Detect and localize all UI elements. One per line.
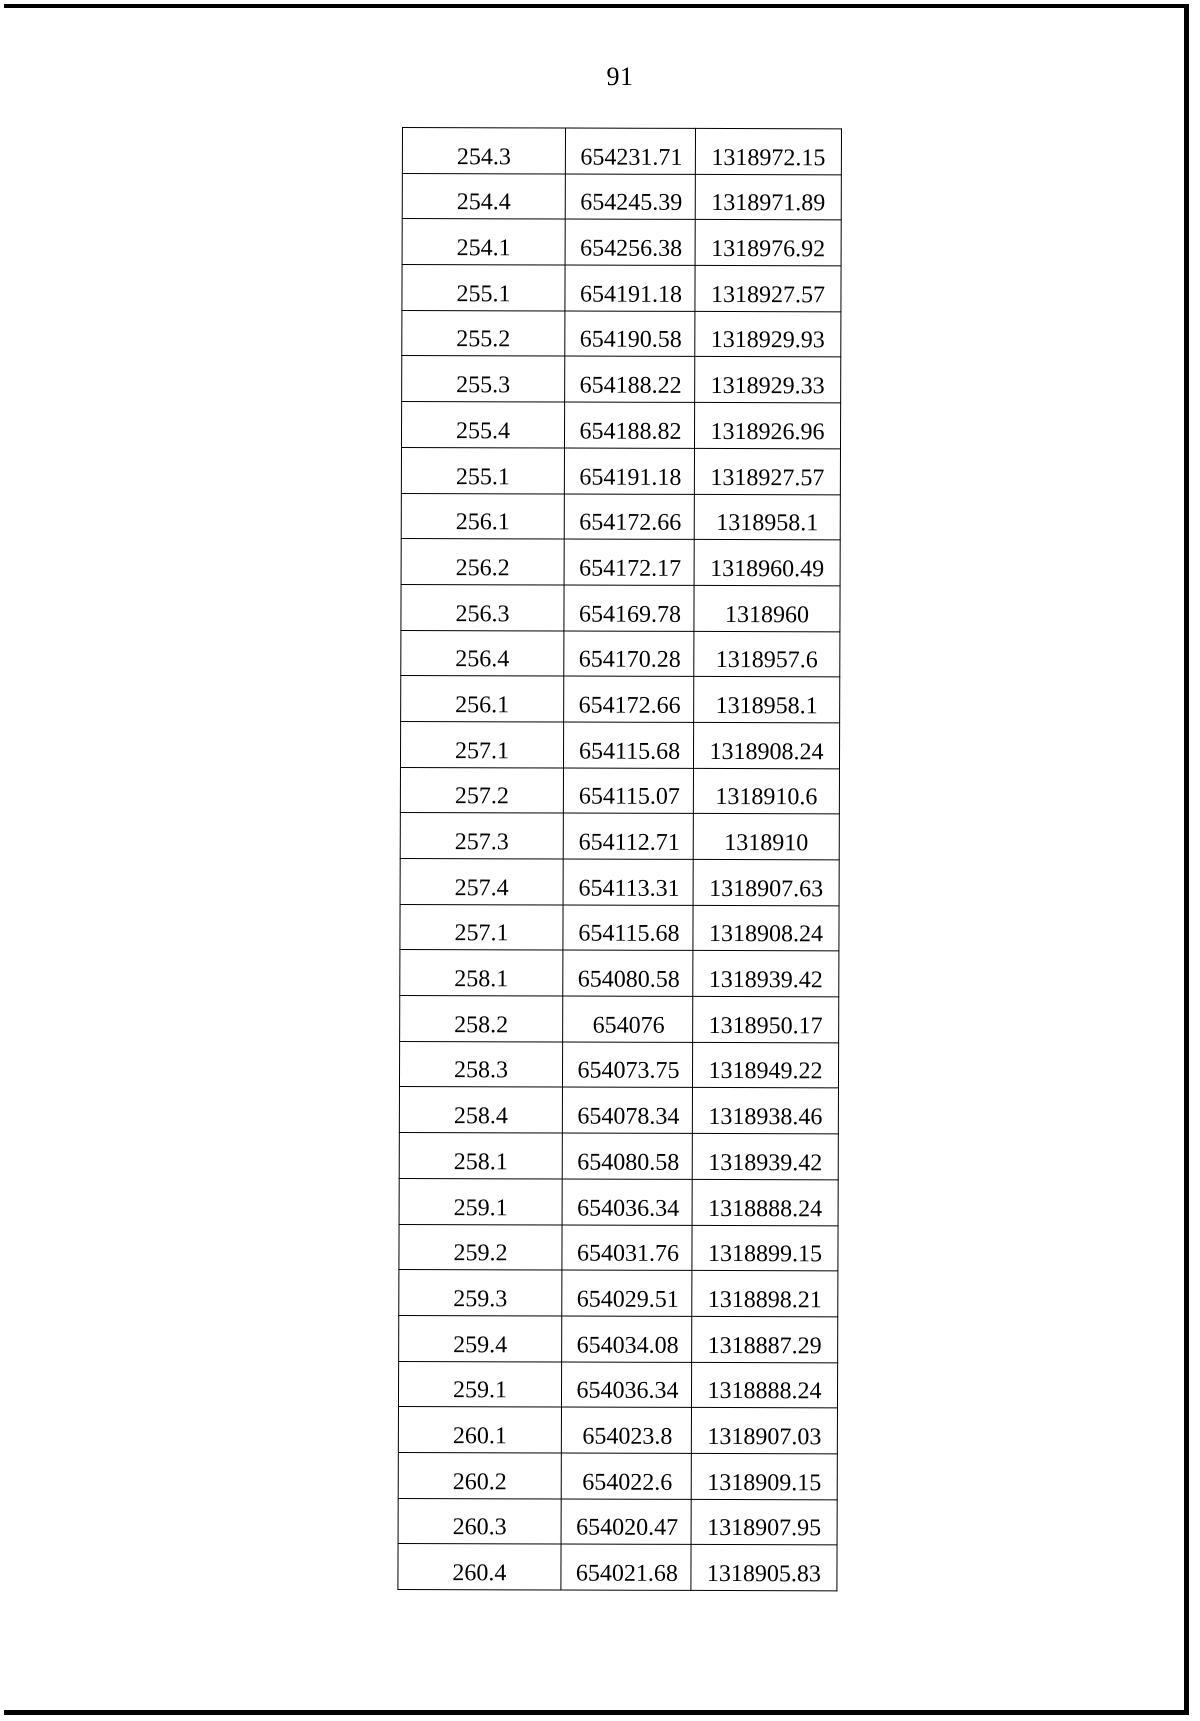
y-coordinate-cell: 1318907.63 — [693, 859, 839, 905]
x-coordinate-cell: 654256.38 — [565, 219, 695, 265]
y-coordinate-cell: 1318887.29 — [692, 1316, 838, 1362]
point-id-cell: 258.1 — [400, 950, 563, 996]
x-coordinate-cell: 654021.68 — [561, 1544, 691, 1590]
y-coordinate-cell: 1318960.49 — [694, 540, 840, 586]
point-id-cell: 257.1 — [400, 721, 563, 767]
y-coordinate-cell: 1318950.17 — [693, 996, 839, 1042]
table-row — [398, 1544, 837, 1591]
point-id-cell: 255.3 — [402, 356, 565, 402]
x-coordinate-cell: 654034.08 — [562, 1316, 692, 1362]
table-row — [400, 858, 839, 905]
table-row — [402, 219, 841, 266]
y-coordinate-cell: 1318960 — [694, 585, 840, 631]
y-coordinate-cell: 1318908.24 — [693, 905, 839, 951]
table-row — [400, 767, 839, 814]
y-coordinate-cell: 1318907.03 — [691, 1408, 837, 1454]
y-coordinate-cell: 1318971.89 — [695, 174, 841, 220]
table-row — [400, 813, 839, 860]
y-coordinate-cell: 1318929.33 — [695, 357, 841, 403]
point-id-cell: 258.3 — [399, 1041, 562, 1087]
x-coordinate-cell: 654245.39 — [565, 174, 695, 220]
y-coordinate-cell: 1318957.6 — [694, 631, 840, 677]
table-row — [399, 1315, 838, 1362]
table-row — [402, 265, 841, 312]
point-id-cell: 258.4 — [399, 1087, 562, 1133]
point-id-cell: 255.1 — [402, 265, 565, 311]
point-id-cell: 257.4 — [400, 858, 563, 904]
table-row — [399, 1041, 838, 1088]
x-coordinate-cell: 654029.51 — [562, 1270, 692, 1316]
y-coordinate-cell: 1318976.92 — [695, 220, 841, 266]
x-coordinate-cell: 654036.34 — [562, 1179, 692, 1225]
x-coordinate-cell: 654112.71 — [563, 813, 693, 859]
point-id-cell: 254.4 — [402, 173, 565, 219]
point-id-cell: 256.2 — [401, 539, 564, 585]
x-coordinate-cell: 654080.58 — [562, 1133, 692, 1179]
y-coordinate-cell: 1318888.24 — [691, 1362, 837, 1408]
y-coordinate-cell: 1318939.42 — [692, 1134, 838, 1180]
table-row — [398, 1407, 837, 1454]
x-coordinate-cell: 654115.68 — [563, 722, 693, 768]
x-coordinate-cell: 654188.22 — [565, 356, 695, 402]
table-row — [401, 447, 840, 494]
point-id-cell: 260.1 — [398, 1407, 561, 1453]
point-id-cell: 255.2 — [402, 310, 565, 356]
y-coordinate-cell: 1318909.15 — [691, 1453, 837, 1499]
x-coordinate-cell: 654172.17 — [564, 539, 694, 585]
point-id-cell: 259.1 — [398, 1361, 561, 1407]
point-id-cell: 258.2 — [400, 996, 563, 1042]
x-coordinate-cell: 654172.66 — [564, 676, 694, 722]
x-coordinate-cell: 654031.76 — [562, 1225, 692, 1271]
point-id-cell: 255.4 — [401, 402, 564, 448]
point-id-cell: 259.3 — [399, 1270, 562, 1316]
table-row — [402, 128, 841, 175]
y-coordinate-cell: 1318929.93 — [695, 311, 841, 357]
y-coordinate-cell: 1318908.24 — [693, 722, 839, 768]
y-coordinate-cell: 1318927.57 — [695, 265, 841, 311]
x-coordinate-cell: 654020.47 — [561, 1499, 691, 1545]
point-id-cell: 256.4 — [401, 630, 564, 676]
table-row — [400, 996, 839, 1043]
y-coordinate-cell: 1318910 — [693, 814, 839, 860]
point-id-cell: 258.1 — [399, 1133, 562, 1179]
table-row — [402, 356, 841, 403]
y-coordinate-cell: 1318972.15 — [695, 128, 841, 174]
table-row — [399, 1224, 838, 1271]
table-row — [399, 1133, 838, 1180]
page-number: 91 — [606, 62, 634, 91]
table-row — [401, 676, 840, 723]
table-row — [400, 721, 839, 768]
x-coordinate-cell: 654191.18 — [564, 448, 694, 494]
x-coordinate-cell: 654188.82 — [564, 402, 694, 448]
x-coordinate-cell: 654170.28 — [564, 631, 694, 677]
point-id-cell: 260.2 — [398, 1452, 561, 1498]
table-row — [398, 1452, 837, 1499]
table-row — [402, 173, 841, 220]
point-id-cell: 259.1 — [399, 1178, 562, 1224]
table-row — [402, 310, 841, 357]
y-coordinate-cell: 1318938.46 — [692, 1088, 838, 1134]
point-id-cell: 256.3 — [401, 584, 564, 630]
point-id-cell: 259.2 — [399, 1224, 562, 1270]
x-coordinate-cell: 654190.58 — [565, 311, 695, 357]
y-coordinate-cell: 1318910.6 — [693, 768, 839, 814]
point-id-cell: 254.3 — [402, 128, 565, 174]
y-coordinate-cell: 1318898.21 — [692, 1271, 838, 1317]
point-id-cell: 260.4 — [398, 1544, 561, 1590]
point-id-cell: 259.4 — [399, 1315, 562, 1361]
y-coordinate-cell: 1318958.1 — [694, 677, 840, 723]
table-row — [398, 1361, 837, 1408]
x-coordinate-cell: 654022.6 — [561, 1453, 691, 1499]
point-id-cell: 254.1 — [402, 219, 565, 265]
x-coordinate-cell: 654080.58 — [563, 950, 693, 996]
coordinates-table-body — [398, 128, 842, 1591]
x-coordinate-cell: 654191.18 — [565, 265, 695, 311]
x-coordinate-cell: 654036.34 — [561, 1362, 691, 1408]
table-row — [401, 402, 840, 449]
table-row — [400, 904, 839, 951]
x-coordinate-cell: 654115.07 — [563, 768, 693, 814]
point-id-cell: 257.2 — [400, 767, 563, 813]
y-coordinate-cell: 1318927.57 — [694, 448, 840, 494]
point-id-cell: 255.1 — [401, 447, 564, 493]
point-id-cell: 257.3 — [400, 813, 563, 859]
table-row — [399, 1270, 838, 1317]
y-coordinate-cell: 1318905.83 — [691, 1545, 837, 1591]
y-coordinate-cell: 1318907.95 — [691, 1499, 837, 1545]
table-row — [401, 493, 840, 540]
point-id-cell: 260.3 — [398, 1498, 561, 1544]
x-coordinate-cell: 654078.34 — [562, 1087, 692, 1133]
table-row — [398, 1498, 837, 1545]
table-row — [401, 584, 840, 631]
x-coordinate-cell: 654076 — [563, 996, 693, 1042]
table-row — [401, 539, 840, 586]
y-coordinate-cell: 1318949.22 — [692, 1042, 838, 1088]
x-coordinate-cell: 654115.68 — [563, 905, 693, 951]
x-coordinate-cell: 654172.66 — [564, 494, 694, 540]
table-row — [399, 1178, 838, 1225]
point-id-cell: 256.1 — [401, 493, 564, 539]
coordinates-table — [397, 127, 842, 1591]
y-coordinate-cell: 1318926.96 — [694, 403, 840, 449]
y-coordinate-cell: 1318899.15 — [692, 1225, 838, 1271]
y-coordinate-cell: 1318888.24 — [692, 1179, 838, 1225]
y-coordinate-cell: 1318958.1 — [694, 494, 840, 540]
point-id-cell: 257.1 — [400, 904, 563, 950]
table-row — [401, 630, 840, 677]
y-coordinate-cell: 1318939.42 — [693, 951, 839, 997]
x-coordinate-cell: 654231.71 — [565, 128, 695, 174]
table-row — [399, 1087, 838, 1134]
x-coordinate-cell: 654113.31 — [563, 859, 693, 905]
point-id-cell: 256.1 — [401, 676, 564, 722]
x-coordinate-cell: 654169.78 — [564, 585, 694, 631]
x-coordinate-cell: 654073.75 — [562, 1042, 692, 1088]
table-row — [400, 950, 839, 997]
x-coordinate-cell: 654023.8 — [561, 1407, 691, 1453]
